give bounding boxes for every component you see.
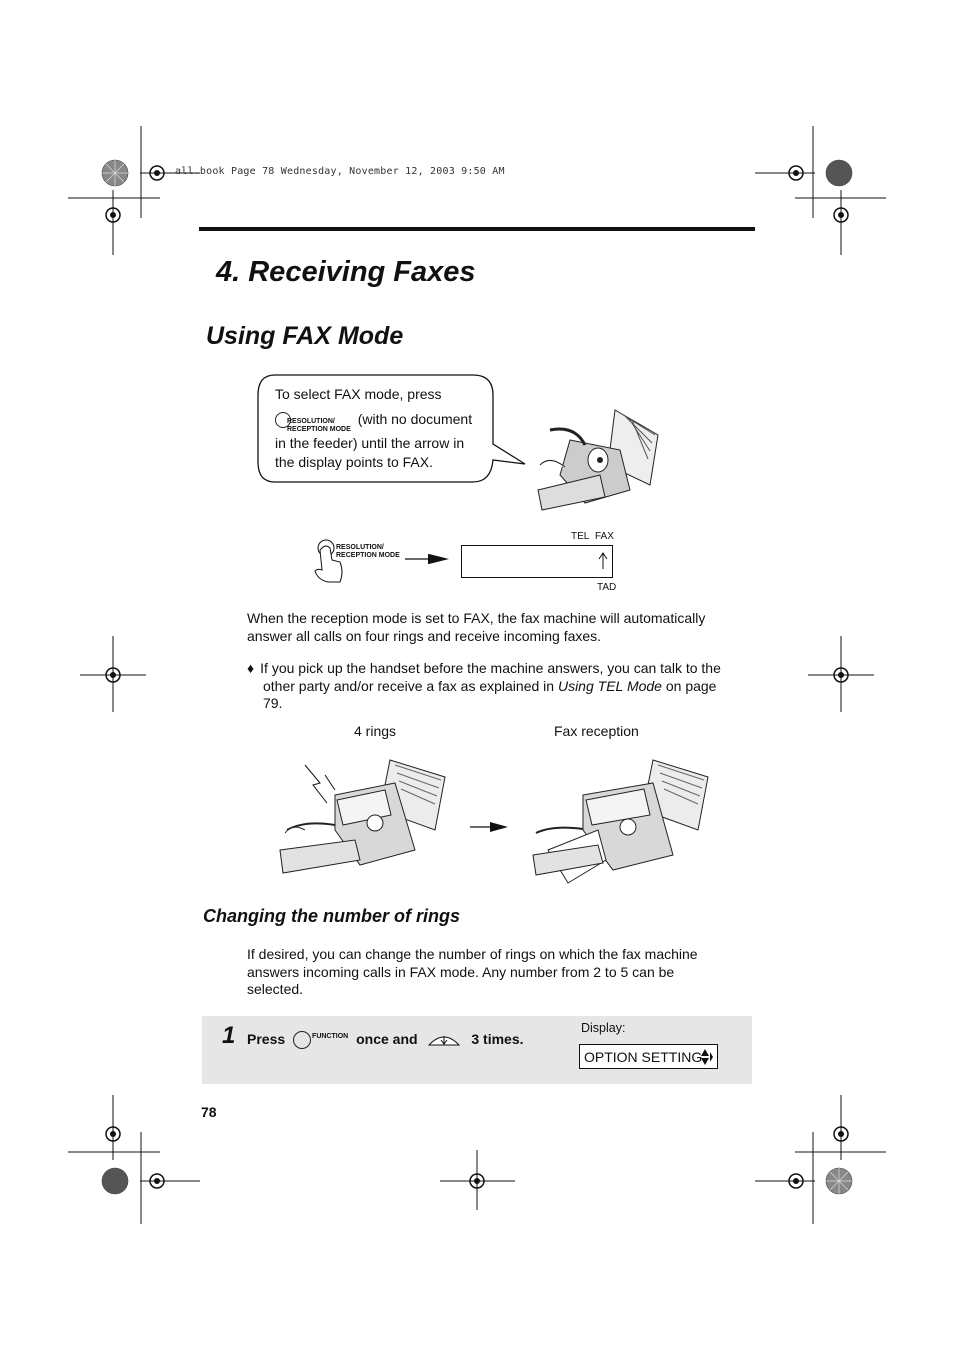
up-down-arrows-icon [700, 1048, 714, 1066]
intro-line-2: answer all calls on four rings and receive incoming faxes. [247, 627, 602, 644]
bubble-line-1: To select FAX mode, press [275, 386, 442, 402]
display-label: Display: [581, 1021, 626, 1035]
down-arrow-key-icon [427, 1031, 461, 1049]
function-button-icon [293, 1031, 311, 1049]
bullet-line-1: If you pick up the handset before the machine answers, you can talk to the [260, 660, 721, 676]
chapter-title: 4. Receiving Faxes [216, 256, 476, 288]
step-times-text: 3 times. [471, 1031, 524, 1047]
intro-line-1: When the reception mode is set to FAX, the fax machine will automatically [247, 610, 706, 626]
rings-line-2: answers incoming calls in FAX mode. Any number from 2 to 5 can be [247, 963, 675, 980]
arrow-right-icon-2 [470, 819, 510, 835]
rings-line-3: selected. [247, 981, 304, 997]
step-press-text: Press [247, 1031, 286, 1047]
bubble-line-2 [275, 406, 490, 434]
bullet-reference: Using TEL Mode [557, 677, 662, 694]
display-value: OPTION SETTING [584, 1049, 703, 1065]
panel-button-text: RESOLUTION/ RECEPTION MODE [336, 543, 400, 559]
subsection-title: Changing the number of rings [203, 906, 460, 926]
file-header-line: all.book Page 78 Wednesday, November 12, 2003 9:50 AM [175, 166, 505, 177]
lcd-arrow-up-icon [598, 551, 608, 571]
intro-paragraph [247, 610, 705, 645]
bullet-item [247, 660, 721, 713]
bullet-line-2: other party and/or receive a fax as explained in Using TEL Mode on page [263, 677, 717, 694]
lcd-tad-label: TAD [597, 582, 617, 593]
fax-machine-ringing-illustration [275, 755, 455, 885]
bubble-line-4: the display points to FAX. [275, 454, 433, 470]
bubble-line-3: in the feeder) until the arrow in [275, 435, 465, 451]
top-rule [199, 227, 755, 231]
panel-button-label [336, 543, 400, 561]
display-readout [579, 1044, 718, 1069]
arrow-right-icon [405, 552, 455, 566]
fax-machine-receiving-illustration [528, 755, 713, 890]
function-button-label: FUNCTION [312, 1033, 349, 1041]
lcd-display [461, 545, 613, 578]
step-number: 1 [222, 1022, 236, 1049]
section-title: Using FAX Mode [206, 322, 404, 350]
lcd-tel-label: TEL [571, 531, 590, 542]
fax-machine-cartoon-illustration [530, 405, 665, 515]
bubble-line-2-text: (with no document [357, 410, 473, 427]
bubble-instructions [275, 385, 490, 472]
figure-label-4-rings: 4 rings [354, 723, 397, 739]
bullet-diamond: ♦ [247, 660, 255, 676]
lcd-fax-label: FAX [595, 531, 614, 542]
rings-paragraph [247, 946, 698, 999]
page-number: 78 [201, 1104, 217, 1120]
step-once-and-text: once and [356, 1031, 418, 1047]
rings-line-1: If desired, you can change the number of rings on which the fax machine [247, 946, 698, 962]
bullet-line-3: 79. [263, 695, 283, 711]
step-instruction [247, 1031, 524, 1049]
resolution-button-label: RESOLUTION/ RECEPTION MODE [287, 418, 351, 433]
figure-label-fax-reception: Fax reception [554, 723, 639, 739]
